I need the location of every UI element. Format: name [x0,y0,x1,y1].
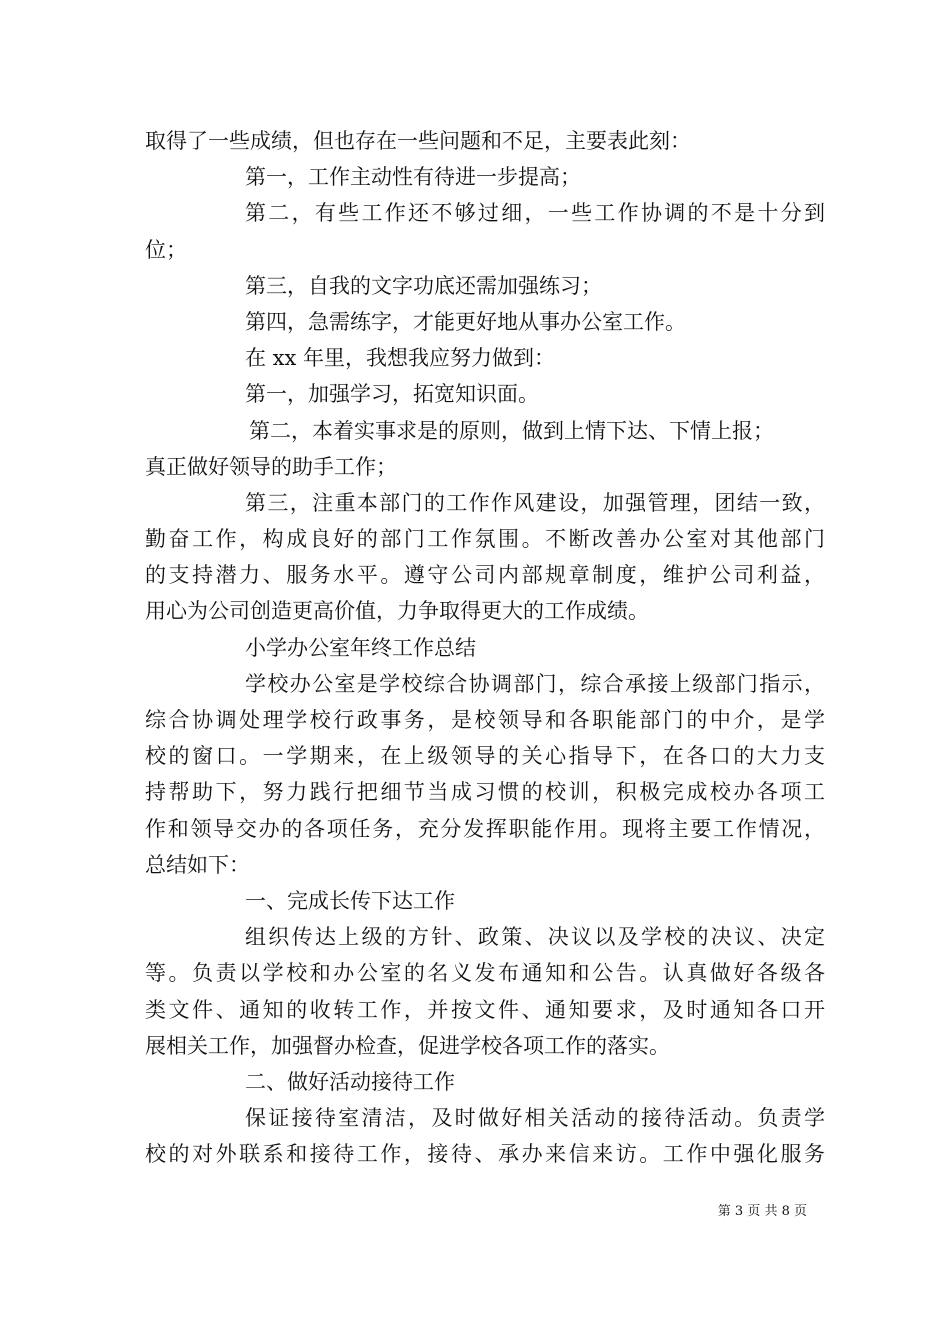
text-line: 第三，自我的文字功底还需加强练习； [245,273,602,298]
section-heading: 一、完成长传下达工作 [245,888,455,913]
text-line: 的支持潜力、服务水平。遵守公司内部规章制度，维护公司利益， [145,563,825,588]
page-number-footer: 第 3 页 共 8 页 [717,1204,807,1219]
text-line: 第一，加强学习，拓宽知识面。 [245,382,539,407]
text-line: 第二，有些工作还不够过细，一些工作协调的不是十分到 [245,201,825,226]
text-line: 保证接待室清洁，及时做好相关活动的接待活动。负责学 [245,1106,825,1131]
text-line: 作和领导交办的各项任务，充分发挥职能作用。现将主要工作情况， [145,816,825,841]
text-line: 学校办公室是学校综合协调部门，综合承接上级部门指示， [245,671,825,696]
text-line: 取得了一些成绩，但也存在一些问题和不足，主要表此刻： [145,129,691,153]
section-heading: 二、做好活动接待工作 [245,1069,455,1094]
text-line: 第一，工作主动性有待进一步提高； [245,165,581,190]
text-line: 校的窗口。一学期来，在上级领导的关心指导下，在各口的大力支 [145,744,825,769]
text-line: 组织传达上级的方针、政策、决议以及学校的决议、决定 [245,925,825,950]
text-line: 第三，注重本部门的工作作风建设，加强管理，团结一致， [245,490,825,515]
text-line: 等。负责以学校和办公室的名义发布通知和公告。认真做好各级各 [145,961,825,986]
text-line: 位； [145,237,187,262]
text-line: 用心为公司创造更高价值，力争取得更大的工作成绩。 [145,599,649,624]
text-line: 总结如下： [145,852,250,877]
text-line: 第二，本着实事求是的原则，做到上情下达、下情上报； [249,418,774,443]
text-line: 校的对外联系和接待工作，接待、承办来信来访。工作中强化服务 [145,1142,825,1167]
text-line: 持帮助下，努力践行把细节当成习惯的校训，积极完成校办各项工 [145,780,825,805]
document-body [145,123,825,1172]
section-title: 小学办公室年终工作总结 [245,635,476,660]
text-line: 在 xx 年里，我想我应努力做到： [245,346,556,371]
text-line: 类文件、通知的收转工作，并按文件、通知要求，及时通知各口开 [145,997,825,1022]
text-line: 勤奋工作，构成良好的部门工作氛围。不断改善办公室对其他部门 [145,527,825,552]
text-line: 真正做好领导的助手工作； [145,454,397,479]
text-line: 综合协调处理学校行政事务，是校领导和各职能部门的中介，是学 [145,708,825,732]
text-line: 展相关工作，加强督办检查，促进学校各项工作的落实。 [145,1033,670,1058]
text-line: 第四，急需练字，才能更好地从事办公室工作。 [245,309,686,334]
